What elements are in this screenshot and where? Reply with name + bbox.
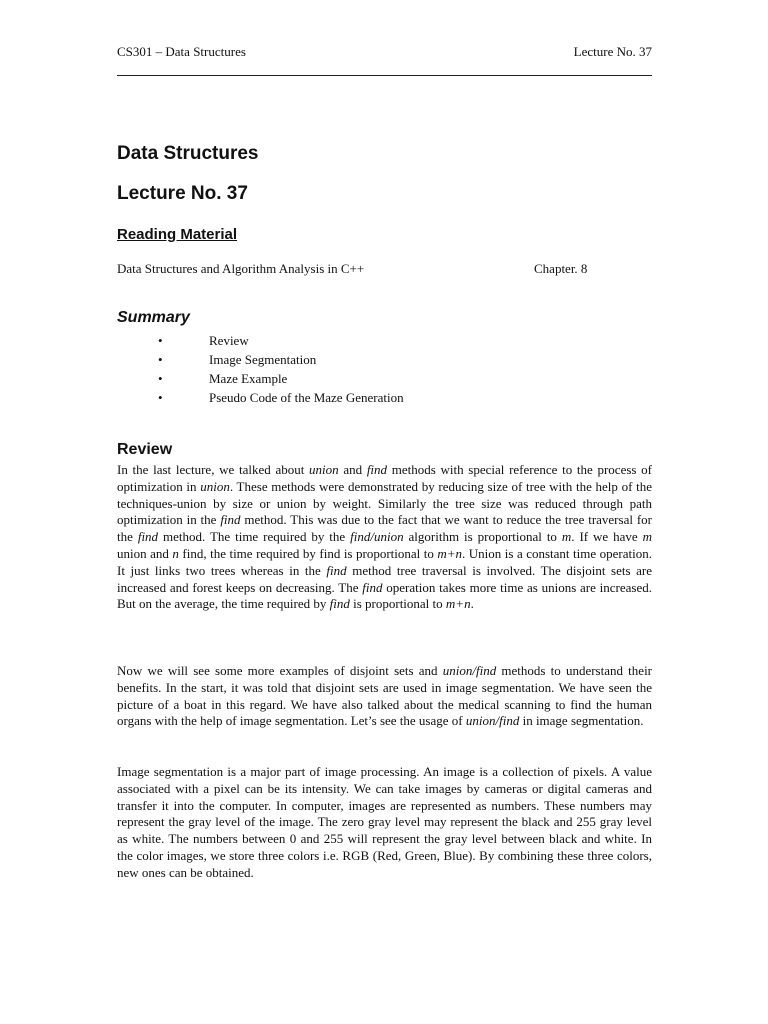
list-item (117, 390, 617, 409)
reading-material-heading: Reading Material (117, 226, 238, 243)
text-run: find (366, 462, 388, 477)
bullet-icon: • (158, 371, 163, 386)
summary-item-label: Pseudo Code of the Maze Generation (209, 390, 404, 405)
text-run: find, the time required by find is proportional to (178, 545, 438, 561)
text-run: union/find (465, 713, 520, 729)
text-run: operation takes more time as unions are increased. But on the average, the time required by (117, 579, 652, 612)
text-run: method. The time required by the (158, 529, 351, 545)
review-paragraph-2 (117, 663, 652, 730)
text-run: and (338, 462, 367, 477)
document-title: Data Structures (117, 143, 259, 164)
review-heading: Review (117, 441, 173, 458)
text-run: methods with special reference to the process of optimization in (117, 462, 652, 494)
list-item (117, 371, 617, 390)
page-header (117, 44, 652, 60)
reading-chapter: Chapter. 8 (534, 261, 588, 276)
bullet-icon: • (158, 333, 163, 348)
text-run: union and (117, 545, 173, 561)
reading-material-line (117, 261, 652, 277)
text-run: union (309, 462, 339, 477)
text-run: method. This was due to the fact that we want to reduce the tree traversal for the (117, 512, 652, 545)
text-run: . These methods were demonstrated by reducing size of tree with the help of the techniques-union by size or union by weight. Similarly the tree size was reduced through path optimization in the (117, 478, 652, 528)
summary-item-label: Maze Example (209, 371, 288, 386)
header-rule (117, 75, 652, 76)
text-run: Now we will see some more examples of disjoint sets and (117, 663, 443, 678)
lecture-title: Lecture No. 37 (117, 183, 248, 204)
reading-book: Data Structures and Algorithm Analysis in C++ (117, 261, 365, 276)
text-run: find (326, 562, 347, 578)
text-run: . If we have (571, 529, 643, 545)
list-item (117, 352, 617, 371)
text-run: . (470, 596, 474, 612)
text-run: In the last lecture, we talked about (117, 462, 310, 477)
text-run: method tree traversal is involved. The disjoint sets are increased and forest keeps on decreasing. The (117, 562, 652, 595)
list-item (117, 333, 617, 352)
text-run: algorithm is proportional to (403, 529, 562, 545)
text-run: find (137, 529, 159, 545)
review-paragraph-3: Image segmentation is a major part of image processing. An image is a collection of pixels. A value associated with a pixel can be its intensity. We can take images by cameras or digital cameras and transfer it into the computer. In computer, images are represented as numbers. These numbers may represent the gray level of the image. The zero gray level may represent the black and 255 gray level as white. The numbers between 0 and 255 will represent the gray level between black and white. In the color images, we store three colors i.e. RGB (Red, Green, Blue). By combining these three colors, new ones can be obtained. (117, 764, 652, 880)
summary-item-label: Review (209, 333, 249, 348)
summary-list (117, 333, 617, 409)
text-run: union/find (442, 663, 497, 678)
header-lecture: Lecture No. 37 (573, 44, 652, 59)
text-run: m (561, 529, 572, 545)
summary-item-label: Image Segmentation (209, 352, 317, 367)
text-run: find/union (350, 529, 404, 545)
text-run: find (220, 512, 241, 528)
text-run: m+n (437, 545, 463, 561)
bullet-icon: • (158, 390, 163, 405)
text-run: m (642, 529, 653, 545)
header-course: CS301 – Data Structures (117, 44, 246, 59)
text-run: n (172, 545, 179, 561)
text-run: . Union is a constant time operation. It just links two trees whereas in the (117, 545, 652, 578)
text-run: methods to understand their benefits. In the start, it was told that disjoint sets are used in image segmentation. We have seen the picture of a boat in this regard. We have also talked about the medical scanning to find the human organs with the help of image segmentation. Let’s see the usage of (117, 663, 653, 729)
text-run: is proportional to (349, 596, 446, 612)
text-run: find (362, 579, 383, 595)
text-run: union (200, 478, 230, 494)
text-run: find (329, 596, 350, 612)
summary-heading: Summary (117, 309, 190, 326)
review-paragraph-1 (117, 462, 652, 613)
text-run: in image segmentation. (519, 713, 644, 729)
text-run: m+n (445, 596, 471, 612)
bullet-icon: • (158, 352, 163, 367)
